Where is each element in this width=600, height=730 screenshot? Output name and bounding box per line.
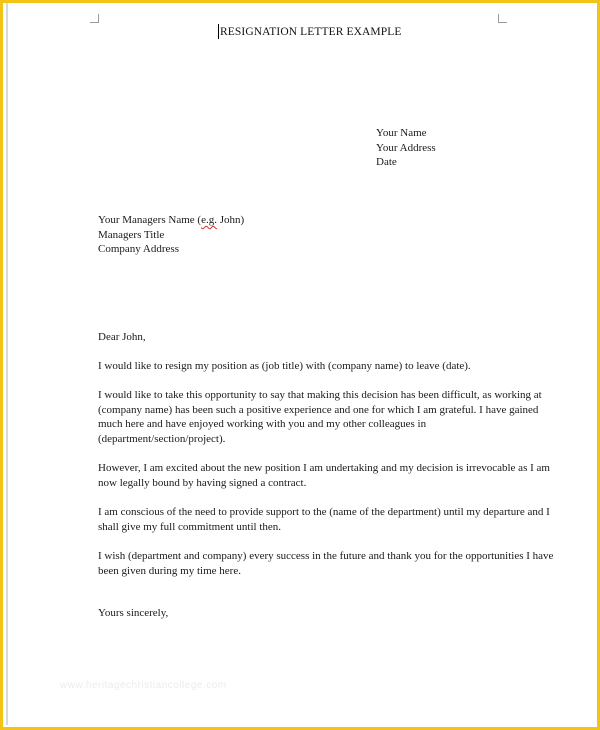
sender-name: Your Name — [376, 127, 427, 139]
closing: Yours sincerely, — [98, 607, 169, 619]
paragraph-3 — [98, 461, 550, 490]
paragraph-line: I would like to resign my position as (job title) with (company name) to leave (date). — [98, 360, 471, 372]
recipient-block — [98, 213, 244, 257]
paragraph-1 — [98, 359, 518, 374]
spellcheck-flagged-word[interactable]: e.g. — [201, 214, 217, 226]
recipient-name-suffix: John) — [216, 214, 245, 226]
margin-corner-top-left — [90, 14, 99, 23]
salutation: Dear John, — [98, 331, 146, 343]
sender-date: Date — [376, 156, 397, 168]
margin-corner-top-right — [498, 14, 507, 23]
paragraph-line: I wish (department and company) every success in the future and thank you for the opportunities I have — [98, 550, 554, 562]
paragraph-line: much here and have enjoyed working with you and my other colleagues in — [98, 418, 427, 430]
paragraph-line: (department/section/project). — [98, 432, 226, 445]
paragraph-line: shall give my full commitment until then. — [98, 520, 282, 533]
recipient-name — [98, 213, 244, 228]
recipient-address: Company Address — [98, 243, 179, 255]
paragraph-line: been given during my time here. — [98, 564, 241, 577]
paragraph-line: (company name) has been such a positive experience and one for which I am grateful. I have gained — [98, 403, 539, 416]
paragraph-line: I am conscious of the need to provide support to the (name of the department) until my departure and I — [98, 506, 550, 518]
watermark-text: www.heritagechristiancollege.com — [60, 680, 227, 691]
sender-address: Your Address — [376, 141, 436, 154]
paragraph-4 — [98, 505, 550, 534]
recipient-name-prefix: Your Managers Name ( — [98, 214, 202, 226]
paragraph-2 — [98, 388, 542, 446]
sender-block — [376, 126, 436, 170]
text-cursor — [218, 24, 219, 39]
paragraph-5 — [98, 549, 554, 578]
paragraph-line: However, I am excited about the new position I am undertaking and my decision is irrevocable as I am — [98, 462, 550, 474]
recipient-title: Managers Title — [98, 228, 165, 241]
document-title: RESIGNATION LETTER EXAMPLE — [220, 26, 402, 38]
paragraph-line: I would like to take this opportunity to say that making this decision has been difficult, as working at — [98, 389, 542, 401]
paragraph-line: now legally bound by having signed a contract. — [98, 476, 307, 489]
